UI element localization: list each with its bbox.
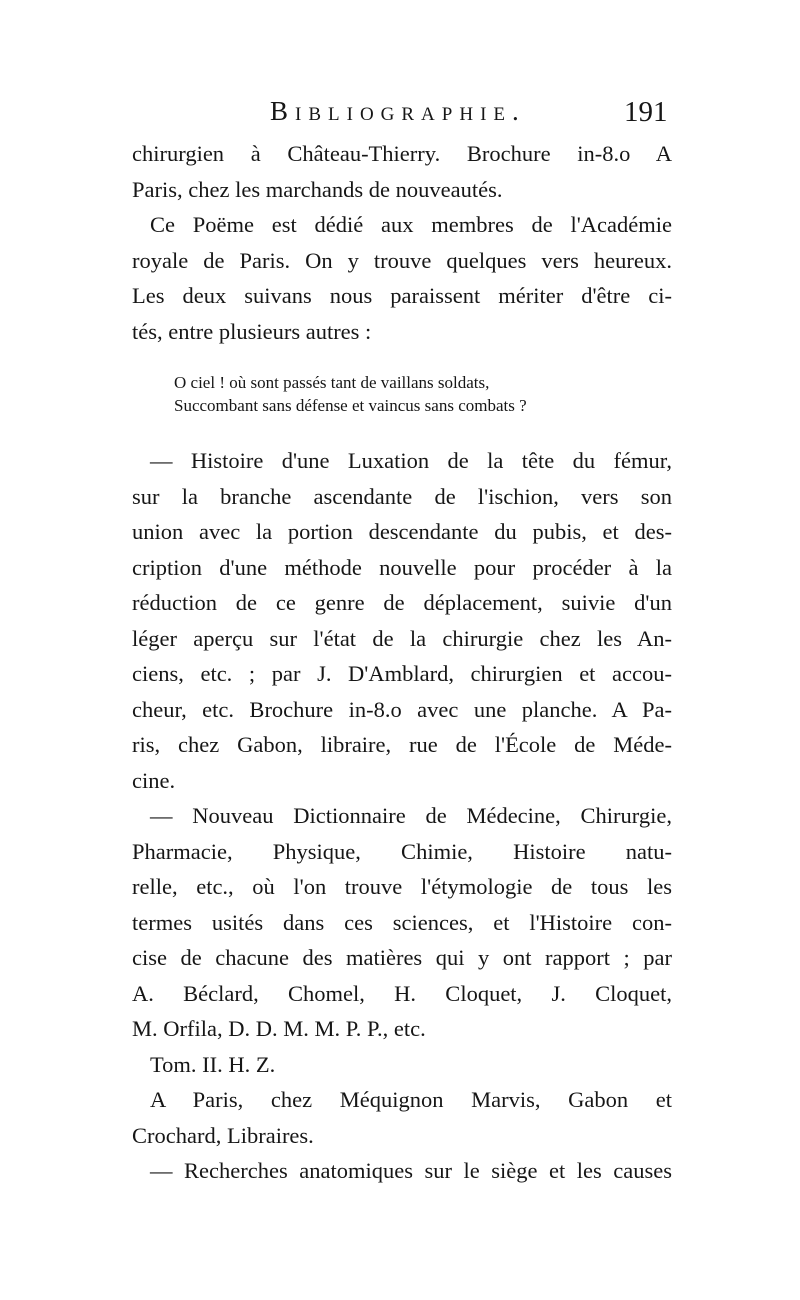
text-line: Paris, chez les marchands de nouveautés. xyxy=(132,176,503,202)
entry-line: ciens, etc. ; par J. D'Amblard, chirurgien et accou- xyxy=(132,661,672,686)
entry-line: Pharmacie, Physique, Chimie, Histoire natu- xyxy=(132,838,672,864)
entry-line: cise de chacune des matières qui y ont rapport ; par xyxy=(132,945,672,970)
entry-line: relle, etc., où l'on trouve l'étymologie de tous les xyxy=(132,874,672,899)
spacer xyxy=(132,417,672,443)
entry-line: union avec la portion descendante du pubis, et des- xyxy=(132,519,672,544)
text-line: royale de Paris. On y trouve quelques vers heureux. xyxy=(132,247,672,273)
page-number: 191 xyxy=(624,96,668,128)
text-line: tés, entre plusieurs autres : xyxy=(132,318,372,344)
running-head: Bibliographie. xyxy=(270,96,526,126)
entry-line: A Paris, chez Méquignon Marvis, Gabon et xyxy=(150,1087,672,1112)
entry-line: ris, chez Gabon, libraire, rue de l'École de Méde- xyxy=(132,732,672,757)
text-line: Les deux suivans nous paraissent mériter d'être ci- xyxy=(132,283,672,308)
spacer xyxy=(132,349,672,371)
verse-quote-line: O ciel ! où sont passés tant de vaillans soldats, xyxy=(174,373,490,392)
entry-line: — Nouveau Dictionnaire de Médecine, Chirurgie, xyxy=(150,803,672,828)
entry-line: — Histoire d'une Luxation de la tête du fémur, xyxy=(150,448,672,473)
entry-line: léger aperçu sur l'état de la chirurgie chez les An- xyxy=(132,625,672,651)
entry-line: A. Béclard, Chomel, H. Cloquet, J. Cloquet, xyxy=(132,980,672,1006)
text-line: Ce Poëme est dédié aux membres de l'Académie xyxy=(150,212,672,237)
page-body xyxy=(132,136,672,1189)
entry-line: réduction de ce genre de déplacement, suivie d'un xyxy=(132,590,672,615)
page-header xyxy=(0,96,800,136)
entry-line: cine. xyxy=(132,767,176,793)
text-line: chirurgien à Château-Thierry. Brochure in-8.o A xyxy=(132,141,672,166)
entry-line: — Recherches anatomiques sur le siège et les causes xyxy=(150,1158,672,1183)
entry-line: cription d'une méthode nouvelle pour procéder à la xyxy=(132,554,672,580)
entry-line: termes usités dans ces sciences, et l'Histoire con- xyxy=(132,909,672,935)
entry-line: sur la branche ascendante de l'ischion, vers son xyxy=(132,483,672,509)
entry-line: cheur, etc. Brochure in-8.o avec une planche. A Pa- xyxy=(132,696,672,722)
entry-line: M. Orfila, D. D. M. M. P. P., etc. xyxy=(132,1016,426,1041)
entry-line: Crochard, Libraires. xyxy=(132,1122,314,1148)
verse-quote-line: Succombant sans défense et vaincus sans combats ? xyxy=(174,396,527,415)
entry-line: Tom. II. H. Z. xyxy=(150,1051,276,1077)
